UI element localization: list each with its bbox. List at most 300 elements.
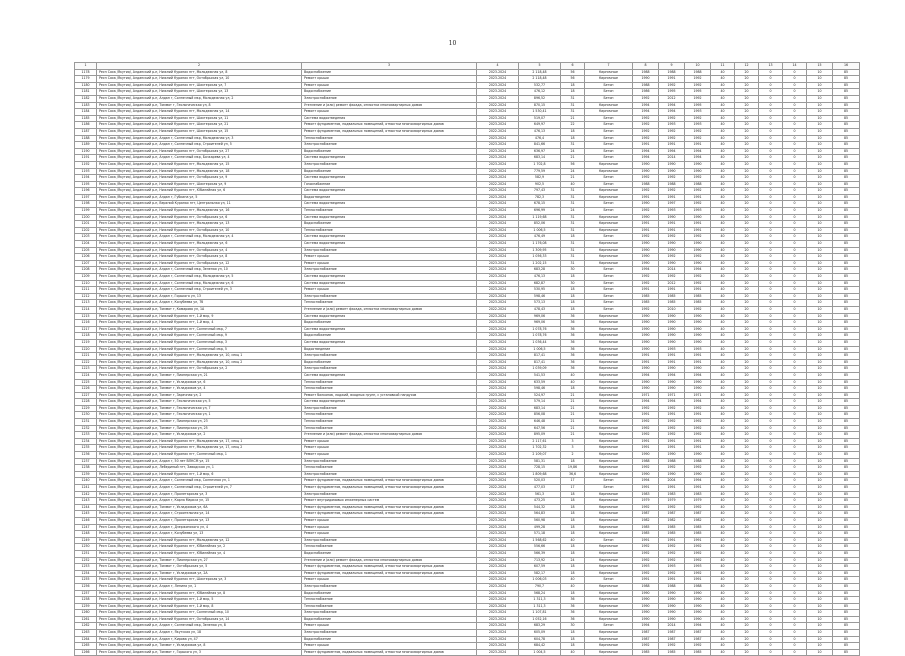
cell-y2: 1992 <box>659 405 685 412</box>
cell-c15: 10 <box>807 155 833 162</box>
cell-c14: 0 <box>783 69 807 76</box>
cell-period: 2023-2024 <box>477 122 519 129</box>
cell-n: 1248 <box>75 531 97 538</box>
cell-n6: 40 <box>561 577 585 584</box>
table-row <box>75 300 860 307</box>
cell-c14: 0 <box>783 181 807 188</box>
cell-c12: 20 <box>735 537 759 544</box>
cell-mat: Кирпичные <box>585 616 633 623</box>
cell-y: 1990 <box>633 590 659 597</box>
cell-addr: Респ Саха /Якутия/, Алданский р-н, Нижний Куранах пгт, Октябрьская ул, 9 <box>97 175 302 182</box>
cell-c11: 40 <box>711 208 735 215</box>
cell-c12: 20 <box>735 201 759 208</box>
cell-c13: 0 <box>759 274 783 281</box>
cell-c11: 40 <box>711 194 735 201</box>
cell-c11: 40 <box>711 234 735 241</box>
cell-cost: 1 702,8 <box>519 161 561 168</box>
cell-c12: 20 <box>735 181 759 188</box>
cell-c11: 40 <box>711 128 735 135</box>
cell-n: 1236 <box>75 452 97 459</box>
cell-c13: 0 <box>759 95 783 102</box>
table-row <box>75 379 860 386</box>
cell-c11: 40 <box>711 485 735 492</box>
cell-y3: 1992 <box>685 254 711 261</box>
cell-c11: 40 <box>711 313 735 320</box>
cell-c12: 20 <box>735 557 759 564</box>
cell-c14: 0 <box>783 142 807 149</box>
cell-c15: 10 <box>807 274 833 281</box>
cell-c15: 10 <box>807 485 833 492</box>
cell-c11: 40 <box>711 274 735 281</box>
cell-c15: 10 <box>807 478 833 485</box>
cell-c12: 20 <box>735 109 759 116</box>
cell-period: 2023-2024 <box>477 313 519 320</box>
cell-y2: 1995 <box>659 89 685 96</box>
cell-c11: 40 <box>711 89 735 96</box>
cell-c16: 85 <box>833 287 860 294</box>
cell-y2: 1991 <box>659 227 685 234</box>
cell-y3: 1990 <box>685 452 711 459</box>
cell-c13: 0 <box>759 577 783 584</box>
cell-period: 2023-2024 <box>477 254 519 261</box>
table-row <box>75 544 860 551</box>
cell-addr: Респ Саха /Якутия/, Алданский р-н, Нижний Куранах пгт, Октябрьская ул, 2 <box>97 366 302 373</box>
cell-c16: 85 <box>833 590 860 597</box>
cell-cost: 896,52 <box>519 95 561 102</box>
cell-mat: Кирпичные <box>585 603 633 610</box>
cell-y2: 1990 <box>659 610 685 617</box>
cell-n: 1206 <box>75 254 97 261</box>
cell-c15: 10 <box>807 517 833 524</box>
cell-c15: 10 <box>807 102 833 109</box>
cell-c15: 10 <box>807 458 833 465</box>
cell-c11: 40 <box>711 498 735 505</box>
cell-n: 1258 <box>75 597 97 604</box>
cell-c13: 0 <box>759 491 783 498</box>
cell-c15: 10 <box>807 366 833 373</box>
cell-n6: 17 <box>561 485 585 492</box>
cell-n6: 30 <box>561 267 585 274</box>
cell-cost: 607,59 <box>519 564 561 571</box>
cell-c11: 40 <box>711 267 735 274</box>
cell-c16: 85 <box>833 471 860 478</box>
cell-c13: 0 <box>759 280 783 287</box>
cell-c11: 40 <box>711 557 735 564</box>
cell-c13: 0 <box>759 194 783 201</box>
cell-work: Ремонт крыши <box>302 445 477 452</box>
cell-y: 1987 <box>633 511 659 518</box>
cell-c15: 10 <box>807 76 833 83</box>
table-row <box>75 465 860 472</box>
cell-y2: 1990 <box>659 320 685 327</box>
cell-y3: 1987 <box>685 636 711 643</box>
cell-y2: 1992 <box>659 82 685 89</box>
cell-addr: Респ Саха /Якутия/, Алданский р-н, Нижний Куранах пгт, Молодежная ул, 16 <box>97 208 302 215</box>
cell-cost: 560,98 <box>519 517 561 524</box>
cell-c13: 0 <box>759 260 783 267</box>
cell-n6: 2 <box>561 452 585 459</box>
cell-c14: 0 <box>783 300 807 307</box>
cell-addr: Респ Саха /Якутия/, Алданский р-н, Нижний Куранах пгт, 1-й мкр, 4 <box>97 320 302 327</box>
cell-c16: 85 <box>833 201 860 208</box>
cell-c15: 10 <box>807 603 833 610</box>
cell-n6: 30 <box>561 623 585 630</box>
cell-c12: 20 <box>735 287 759 294</box>
cell-n: 1242 <box>75 491 97 498</box>
cell-c16: 85 <box>833 610 860 617</box>
cell-c16: 85 <box>833 425 860 432</box>
cell-c13: 0 <box>759 419 783 426</box>
cell-c13: 0 <box>759 267 783 274</box>
cell-mat: Бетон <box>585 135 633 142</box>
cell-n: 1179 <box>75 76 97 83</box>
cell-period: 2022-2024 <box>477 168 519 175</box>
cell-y2: 1991 <box>659 287 685 294</box>
cell-c14: 0 <box>783 498 807 505</box>
cell-c13: 0 <box>759 188 783 195</box>
cell-c15: 10 <box>807 649 833 656</box>
cell-c14: 0 <box>783 445 807 452</box>
cell-work: Ремонт крыши <box>302 109 477 116</box>
cell-c12: 20 <box>735 630 759 637</box>
cell-addr: Респ Саха /Якутия/, Алданский р-н, Нижний Куранах пгт, Солнечный мкр, 5 <box>97 346 302 353</box>
cell-y2: 1992 <box>659 234 685 241</box>
cell-c15: 10 <box>807 241 833 248</box>
cell-c12: 20 <box>735 234 759 241</box>
cell-n6: 36,6 <box>561 471 585 478</box>
cell-y: 1987 <box>633 630 659 637</box>
cell-c14: 0 <box>783 214 807 221</box>
cell-y3: 1993 <box>685 122 711 129</box>
table-row <box>75 135 860 142</box>
table-row <box>75 128 860 135</box>
cell-y: 1994 <box>633 478 659 485</box>
cell-y2: 1992 <box>659 254 685 261</box>
cell-n: 1233 <box>75 432 97 439</box>
cell-y3: 1987 <box>685 511 711 518</box>
cell-y3: 1990 <box>685 333 711 340</box>
cell-period: 2023-2024 <box>477 326 519 333</box>
cell-y: 1988 <box>633 583 659 590</box>
cell-c12: 20 <box>735 412 759 419</box>
cell-y3: 1990 <box>685 610 711 617</box>
cell-n6: 18 <box>561 511 585 518</box>
cell-n6: 18 <box>561 287 585 294</box>
cell-y3: 1990 <box>685 386 711 393</box>
cell-period: 2023-2024 <box>477 386 519 393</box>
cell-mat: Кирпичные <box>585 432 633 439</box>
cell-n6: 18 <box>561 458 585 465</box>
cell-y2: 1991 <box>659 485 685 492</box>
cell-work: Теплоснабжение <box>302 597 477 604</box>
cell-y2: 1992 <box>659 550 685 557</box>
cell-y: 1990 <box>633 214 659 221</box>
table-row <box>75 175 860 182</box>
cell-cost: 683,14 <box>519 155 561 162</box>
cell-c13: 0 <box>759 544 783 551</box>
cell-y2: 2012 <box>659 95 685 102</box>
cell-mat: Кирпичные <box>585 227 633 234</box>
cell-n6: 36 <box>561 616 585 623</box>
cell-work: Водоснабжение <box>302 359 477 366</box>
cell-n6: 18 <box>561 300 585 307</box>
cell-addr: Респ Саха /Якутия/, Алданский р-н, Томмот г, Укладчиков ул, 4 <box>97 386 302 393</box>
table-row <box>75 247 860 254</box>
cell-n6: 36 <box>561 366 585 373</box>
cell-y3: 1990 <box>685 597 711 604</box>
cell-c16: 85 <box>833 366 860 373</box>
cell-mat: Бетон <box>585 293 633 300</box>
cell-addr: Респ Саха /Якутия/, Алданский р-н, Алдан г, Кочубеева ул, 13 <box>97 531 302 538</box>
cell-cost: 1 056,33 <box>519 254 561 261</box>
cell-mat: Кирпичные <box>585 168 633 175</box>
cell-c13: 0 <box>759 372 783 379</box>
cell-y: 1994 <box>633 109 659 116</box>
table-row <box>75 557 860 564</box>
cell-n6: 18 <box>561 643 585 650</box>
cell-mat: Кирпичные <box>585 511 633 518</box>
cell-cost: 544,32 <box>519 504 561 511</box>
cell-n6: 18 <box>561 82 585 89</box>
cell-n6: 40 <box>561 379 585 386</box>
cell-c11: 40 <box>711 603 735 610</box>
cell-addr: Респ Саха /Якутия/, Алданский р-н, Нижний Куранах пгт, Молодежная ул, 8 <box>97 69 302 76</box>
cell-y3: 1993 <box>685 208 711 215</box>
cell-c15: 10 <box>807 221 833 228</box>
table-row <box>75 221 860 228</box>
cell-mat: Кирпичные <box>585 458 633 465</box>
cell-n: 1216 <box>75 320 97 327</box>
cell-c16: 85 <box>833 274 860 281</box>
cell-c12: 20 <box>735 353 759 360</box>
cell-c12: 20 <box>735 399 759 406</box>
cell-cost: 561,3 <box>519 491 561 498</box>
cell-c14: 0 <box>783 399 807 406</box>
cell-work: Водоотведение <box>302 194 477 201</box>
column-header: 4 <box>477 63 519 70</box>
cell-addr: Респ Саха /Якутия/, Алданский р-н, Нижний Куранах пгт, Солнечный мкр, 7 <box>97 326 302 333</box>
cell-y: 1991 <box>633 194 659 201</box>
cell-c15: 10 <box>807 267 833 274</box>
cell-c16: 85 <box>833 69 860 76</box>
cell-y2: 1990 <box>659 366 685 373</box>
cell-period: 2023-2024 <box>477 392 519 399</box>
cell-c12: 20 <box>735 293 759 300</box>
cell-c12: 20 <box>735 247 759 254</box>
cell-y3: 1994 <box>685 399 711 406</box>
cell-c13: 0 <box>759 161 783 168</box>
table-row <box>75 550 860 557</box>
cell-work: Ремонт крыши <box>302 524 477 531</box>
table-row <box>75 649 860 656</box>
cell-c15: 10 <box>807 82 833 89</box>
cell-c13: 0 <box>759 643 783 650</box>
cell-y3: 1992 <box>685 175 711 182</box>
cell-c11: 40 <box>711 69 735 76</box>
cell-y3: 1979 <box>685 498 711 505</box>
table-row <box>75 148 860 155</box>
cell-addr: Респ Саха /Якутия/, Алданский р-н, Томмот г, Пионерская ул, 25 <box>97 425 302 432</box>
cell-cost: 713,92 <box>519 557 561 564</box>
cell-c12: 20 <box>735 438 759 445</box>
cell-cost: 2 118,48 <box>519 69 561 76</box>
cell-cost: 1 809,68 <box>519 471 561 478</box>
cell-c15: 10 <box>807 425 833 432</box>
cell-c12: 20 <box>735 142 759 149</box>
cell-cost: 782,3 <box>519 194 561 201</box>
cell-c14: 0 <box>783 234 807 241</box>
cell-c16: 85 <box>833 412 860 419</box>
cell-c11: 40 <box>711 366 735 373</box>
cell-mat: Бетон <box>585 89 633 96</box>
cell-y2: 1992 <box>659 274 685 281</box>
cell-y2: 2014 <box>659 623 685 630</box>
cell-n6: 36 <box>561 353 585 360</box>
cell-cost: 476,12 <box>519 89 561 96</box>
cell-y: 1991 <box>633 445 659 452</box>
cell-c16: 85 <box>833 339 860 346</box>
cell-y3: 1992 <box>685 643 711 650</box>
cell-c12: 20 <box>735 194 759 201</box>
cell-y3: 1993 <box>685 109 711 116</box>
cell-y3: 1992 <box>685 234 711 241</box>
cell-c15: 10 <box>807 583 833 590</box>
cell-y3: 1992 <box>685 557 711 564</box>
cell-period: 2023-2024 <box>477 69 519 76</box>
cell-c15: 10 <box>807 293 833 300</box>
cell-period: 2023-2024 <box>477 109 519 116</box>
cell-c14: 0 <box>783 353 807 360</box>
cell-period: 2023-2024 <box>477 570 519 577</box>
cell-y2: 1987 <box>659 636 685 643</box>
cell-c16: 85 <box>833 221 860 228</box>
cell-c12: 20 <box>735 320 759 327</box>
cell-mat: Кирпичные <box>585 504 633 511</box>
cell-c14: 0 <box>783 82 807 89</box>
cell-mat: Бетон <box>585 280 633 287</box>
cell-mat: Кирпичные <box>585 517 633 524</box>
cell-mat: Кирпичные <box>585 465 633 472</box>
cell-c16: 85 <box>833 643 860 650</box>
cell-y: 1990 <box>633 260 659 267</box>
cell-c11: 40 <box>711 386 735 393</box>
cell-c11: 40 <box>711 425 735 432</box>
cell-n6: 18 <box>561 274 585 281</box>
cell-addr: Респ Саха /Якутия/, Алданский р-н, Алдан г, Пролетарская ул, 13 <box>97 517 302 524</box>
cell-cost: 478,43 <box>519 306 561 313</box>
cell-work: Ремонт фундаментов, подвальных помещений, отмостки многоквартирных домов <box>302 564 477 571</box>
cell-c13: 0 <box>759 537 783 544</box>
cell-c11: 40 <box>711 326 735 333</box>
cell-c12: 20 <box>735 148 759 155</box>
table-row <box>75 306 860 313</box>
cell-y2: 1988 <box>659 458 685 465</box>
table-row <box>75 155 860 162</box>
cell-c14: 0 <box>783 221 807 228</box>
cell-c16: 85 <box>833 603 860 610</box>
cell-y: 1987 <box>633 636 659 643</box>
cell-c13: 0 <box>759 333 783 340</box>
cell-n: 1215 <box>75 313 97 320</box>
cell-c11: 40 <box>711 346 735 353</box>
cell-n6: 40 <box>561 537 585 544</box>
cell-work: Электроснабжение <box>302 353 477 360</box>
table-row <box>75 188 860 195</box>
cell-period: 2023-2024 <box>477 471 519 478</box>
cell-n: 1193 <box>75 168 97 175</box>
cell-c16: 85 <box>833 95 860 102</box>
cell-addr: Респ Саха /Якутия/, Алданский р-н, Нижний Куранах пгт, Молодежная ул, 17, секц 2 <box>97 445 302 452</box>
cell-n: 1245 <box>75 511 97 518</box>
cell-c13: 0 <box>759 583 783 590</box>
cell-c15: 10 <box>807 306 833 313</box>
cell-work: Система водоотведения <box>302 280 477 287</box>
cell-c16: 85 <box>833 544 860 551</box>
cell-work: Электроснабжение <box>302 491 477 498</box>
cell-n: 1195 <box>75 181 97 188</box>
cell-y: 1992 <box>633 135 659 142</box>
cell-cost: 817,41 <box>519 353 561 360</box>
cell-c16: 85 <box>833 630 860 637</box>
table-row <box>75 405 860 412</box>
cell-c11: 40 <box>711 517 735 524</box>
cell-c12: 20 <box>735 227 759 234</box>
cell-y2: 2014 <box>659 267 685 274</box>
cell-y3: 1990 <box>685 616 711 623</box>
cell-c12: 20 <box>735 550 759 557</box>
cell-cost: 1 702,32 <box>519 445 561 452</box>
cell-period: 2023-2024 <box>477 333 519 340</box>
cell-c11: 40 <box>711 254 735 261</box>
cell-c12: 20 <box>735 458 759 465</box>
cell-n: 1198 <box>75 201 97 208</box>
cell-addr: Респ Саха /Якутия/, Алданский р-н, Нижний Куранах пгт, Октябрьская ул, 12 <box>97 260 302 267</box>
cell-c15: 10 <box>807 590 833 597</box>
cell-addr: Респ Саха /Якутия/, Алданский р-н, Нижний Куранах пгт, Шахтерская ул, 15 <box>97 128 302 135</box>
table-row <box>75 280 860 287</box>
cell-work: Электроснабжение <box>302 583 477 590</box>
table-row <box>75 267 860 274</box>
cell-mat: Кирпичные <box>585 366 633 373</box>
cell-y2: 1990 <box>659 326 685 333</box>
cell-c11: 40 <box>711 432 735 439</box>
cell-addr: Респ Саха /Якутия/, Алданский р-н, Нижний Куранах пгт, Молодежная ул, 17, секц 1 <box>97 438 302 445</box>
cell-c13: 0 <box>759 109 783 116</box>
cell-c13: 0 <box>759 326 783 333</box>
cell-mat: Кирпичные <box>585 359 633 366</box>
cell-mat: Кирпичные <box>585 102 633 109</box>
cell-y3: 1992 <box>685 306 711 313</box>
cell-c12: 20 <box>735 208 759 215</box>
cell-c11: 40 <box>711 392 735 399</box>
cell-c12: 20 <box>735 300 759 307</box>
cell-work: Теплоснабжение <box>302 379 477 386</box>
cell-n: 1189 <box>75 142 97 149</box>
cell-addr: Респ Саха /Якутия/, Алданский р-н, Нижний Куранах пгт, Шахтерская ул, 7 <box>97 82 302 89</box>
table-row <box>75 623 860 630</box>
cell-c13: 0 <box>759 181 783 188</box>
header-row <box>75 63 860 70</box>
cell-y: 1990 <box>633 320 659 327</box>
table-row <box>75 346 860 353</box>
cell-c13: 0 <box>759 241 783 248</box>
cell-period: 2023-2024 <box>477 630 519 637</box>
cell-addr: Респ Саха /Якутия/, Алданский р-н, Томмот г, Укладчиков ул, 2А <box>97 570 302 577</box>
cell-period: 2022-2024 <box>477 425 519 432</box>
cell-period: 2023-2024 <box>477 537 519 544</box>
cell-n6: 31 <box>561 188 585 195</box>
cell-c14: 0 <box>783 326 807 333</box>
